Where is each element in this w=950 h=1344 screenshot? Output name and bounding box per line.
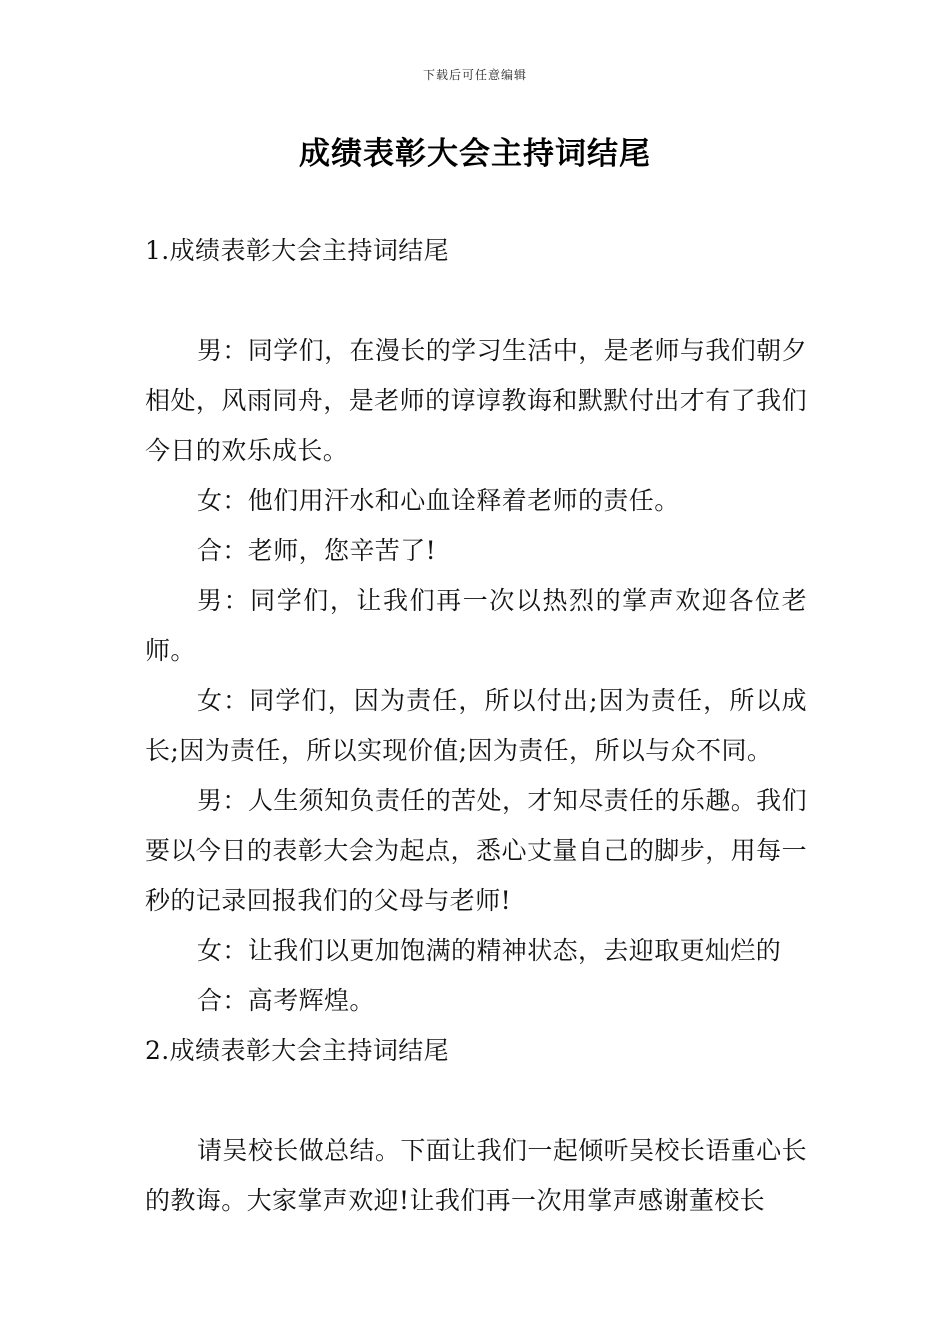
paragraph: 男：同学们，让我们再一次以热烈的掌声欢迎各位老师。 bbox=[145, 586, 807, 665]
paragraph: 女：同学们，因为责任，所以付出;因为责任，所以成长;因为责任，所以实现价值;因为责任，所以与众不同。 bbox=[145, 686, 807, 765]
document-body bbox=[145, 226, 807, 1226]
section-1 bbox=[145, 226, 807, 1026]
section-heading: 2.成绩表彰大会主持词结尾 bbox=[145, 1036, 450, 1065]
document-title: 成绩表彰大会主持词结尾 bbox=[299, 136, 651, 172]
paragraph: 女：他们用汗水和心血诠释着老师的责任。 bbox=[197, 486, 680, 515]
paragraph: 男：同学们，在漫长的学习生活中，是老师与我们朝夕相处，风雨同舟，是老师的谆谆教诲和默默付出才有了我们今日的欢乐成长。 bbox=[145, 336, 807, 465]
paragraph: 请吴校长做总结。下面让我们一起倾听吴校长语重心长的教诲。大家掌声欢迎!让我们再一次用掌声感谢董校长 bbox=[145, 1136, 807, 1215]
paragraph: 合：高考辉煌。 bbox=[197, 986, 375, 1015]
page-header-note: 下载后可任意编辑 bbox=[422, 68, 527, 82]
paragraph: 女：让我们以更加饱满的精神状态，去迎取更灿烂的 bbox=[197, 936, 782, 965]
section-heading: 1.成绩表彰大会主持词结尾 bbox=[145, 236, 450, 265]
section-2 bbox=[145, 1026, 807, 1226]
paragraph: 男：人生须知负责任的苦处，才知尽责任的乐趣。我们要以今日的表彰大会为起点，悉心丈量自己的脚步，用每一秒的记录回报我们的父母与老师! bbox=[145, 786, 807, 915]
paragraph: 合：老师，您辛苦了! bbox=[197, 536, 437, 565]
